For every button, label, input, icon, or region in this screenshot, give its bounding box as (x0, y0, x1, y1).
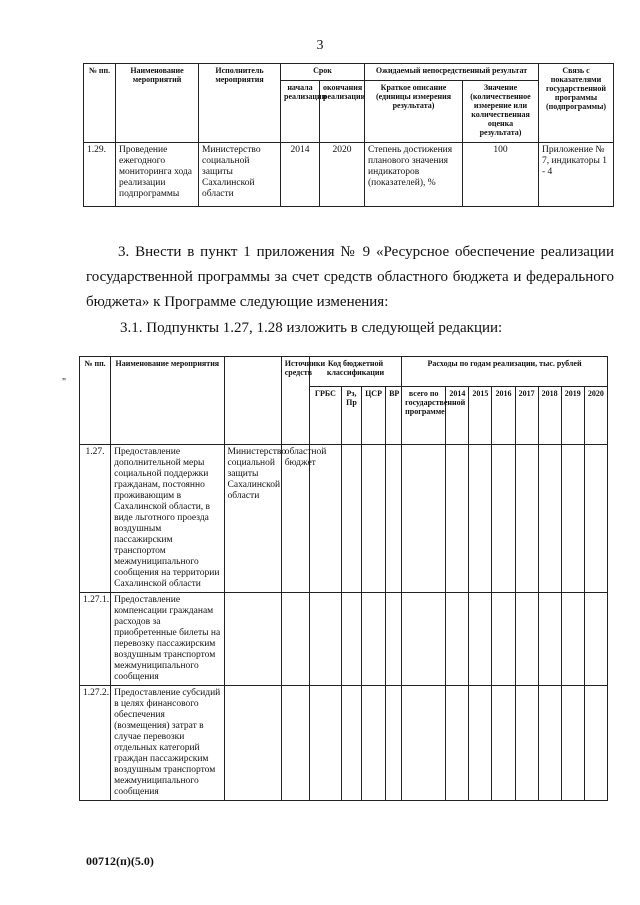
header-no: № пп. (80, 357, 111, 445)
header-year: 2020 (584, 387, 607, 445)
table-row (80, 445, 608, 593)
header-vr: ВР (386, 387, 402, 445)
resources-table (79, 356, 608, 801)
row-executor: Министерство социальной защиты Сахалинской области (224, 445, 281, 593)
header-year: 2017 (515, 387, 538, 445)
header-name: Наименование мероприятий (116, 64, 199, 143)
header-term-start: начала реализации (281, 81, 320, 143)
header-result-desc: Краткое описание (единицы измерения результата) (365, 81, 463, 143)
header-year: 2019 (561, 387, 584, 445)
row-no: 1.29. (84, 143, 116, 207)
header-term: Срок (281, 64, 365, 81)
header-kbk: Код бюджетной классификации (309, 357, 401, 387)
row-end: 2020 (320, 143, 365, 207)
row-executor (224, 593, 281, 686)
row-value: 100 (463, 143, 539, 207)
margin-mark: " (62, 377, 67, 388)
row-executor (224, 686, 281, 801)
header-name: Наименование мероприятия (111, 357, 224, 445)
header-grbs: ГРБС (309, 387, 341, 445)
row-name: Проведение ежегодного мониторинга хода реализации подпрограммы (116, 143, 199, 207)
row-source (281, 686, 309, 801)
header-executor (224, 357, 281, 445)
row-link: Приложение № 7, индикаторы 1 - 4 (539, 143, 614, 207)
paragraph-amendment: 3. Внести в пункт 1 приложения № 9 «Ресурсное обеспечение реализации государственной программы за счет средств областного бюджета и федерального бюджета» к Программе следующие изменения: (86, 244, 614, 310)
row-start: 2014 (281, 143, 320, 207)
header-source: Источники средств (281, 357, 309, 445)
row-name: Предоставление компенсации гражданам расходов за приобретенные билеты на перевозку пассажирским воздушным транспортом межмуниципального сообщения (111, 593, 224, 686)
header-year: 2016 (492, 387, 515, 445)
header-total: всего по государственной программе (402, 387, 446, 445)
row-executor: Министерство социальной защиты Сахалинской области (199, 143, 281, 207)
header-rzpr: Рз, Пр (341, 387, 361, 445)
header-executor: Исполнитель мероприятия (199, 64, 281, 143)
row-no: 1.27.1. (80, 593, 111, 686)
header-year: 2014 (446, 387, 469, 445)
row-name: Предоставление субсидий в целях финансового обеспечения (возмещения) затрат в случае перевозки отдельных категорий граждан пассажирским воздушным транспортом межмуниципального сообщения (111, 686, 224, 801)
table-row (84, 143, 614, 207)
header-expenses: Расходы по годам реализации, тыс. рублей (402, 357, 608, 387)
row-source: областной бюджет (281, 445, 309, 593)
row-no: 1.27. (80, 445, 111, 593)
page-number: 3 (316, 38, 324, 53)
document-code: 00712(п)(5.0) (86, 854, 154, 868)
paragraph-subitems: 3.1. Подпункты 1.27, 1.28 изложить в следующей редакции: (120, 320, 503, 336)
table-row (80, 593, 608, 686)
row-desc: Степень достижения планового значения индикаторов (показателей), % (365, 143, 463, 207)
table-row (80, 686, 608, 801)
row-no: 1.27.2. (80, 686, 111, 801)
header-result-value: Значение (количественное измерение или количественная оценка результата) (463, 81, 539, 143)
header-term-end: окончания реализации (320, 81, 365, 143)
header-result: Ожидаемый непосредственный результат (365, 64, 539, 81)
header-year: 2018 (538, 387, 561, 445)
header-link: Связь с показателями государственной программы (подпрограммы) (539, 64, 614, 143)
row-name: Предоставление дополнительной меры социальной поддержки гражданам, постоянно проживающим в Сахалинской области, в виде льготного проезда воздушным пассажирским транспортом межмуниципального сообщения на территории Сахалинской области (111, 445, 224, 593)
row-source (281, 593, 309, 686)
header-year: 2015 (469, 387, 492, 445)
header-csr: ЦСР (361, 387, 385, 445)
activities-table (83, 63, 614, 207)
header-no: № пп. (84, 64, 116, 143)
